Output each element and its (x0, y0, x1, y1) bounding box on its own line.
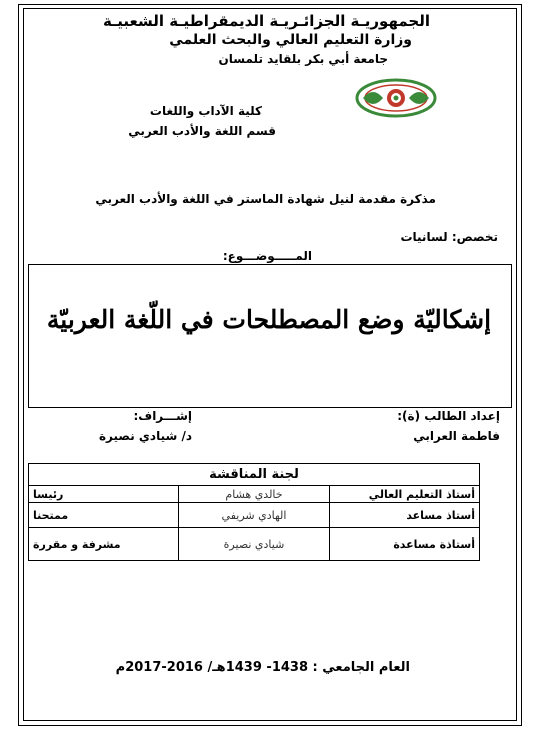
committee-role: رئيسا (29, 486, 179, 503)
specialty-line: تخصص: لسانيات (400, 230, 498, 244)
ministry-line: وزارة التعليم العالي والبحث العلمي (169, 32, 412, 48)
title-box (28, 264, 512, 408)
university-emblem-icon (355, 78, 437, 118)
committee-table (28, 463, 480, 561)
thesis-title: إشكاليّة وضع المصطلحات في اللّغة العربيّة (46, 305, 492, 334)
academic-year: العام الجامعي : 1438- 1439هـ/ 2016-2017م (115, 660, 410, 675)
committee-name: الهادي شريفي (179, 503, 329, 528)
student-name: فاطمة العرابي (413, 429, 500, 443)
committee-role: ممتحنا (29, 503, 179, 528)
republic-line: الجمهوريـة الجزائـريـة الديمقراطيـة الشعبيـة (103, 12, 430, 30)
committee-rank: أستاذ التعليم العالي (329, 486, 479, 503)
committee-rank: أستاذة مساعدة (329, 528, 479, 561)
committee-name: شيادي نصيرة (179, 528, 329, 561)
memo-line: مذكرة مقدمة لنيل شهادة الماستر في اللغة والأدب العربي (95, 192, 436, 206)
faculty-line: كلية الآداب واللغات (149, 104, 262, 118)
supervision-label: إشـــراف: (133, 409, 192, 423)
supervisor-name: د/ شيادي نصيرة (98, 429, 192, 443)
department-line: قسم اللغة والأدب العربي (128, 124, 276, 138)
table-row (29, 528, 480, 561)
university-line: جامعة أبي بكر بلقايد تلمسان (218, 52, 388, 66)
committee-name: خالدي هشام (179, 486, 329, 503)
committee-rank: أستاذ مساعد (329, 503, 479, 528)
table-row (29, 503, 480, 528)
committee-role: مشرفة و مقررة (29, 528, 179, 561)
committee-title: لجنة المناقشة (29, 464, 480, 486)
table-row (29, 486, 480, 503)
student-label: إعداد الطالب (ة): (397, 409, 500, 423)
subject-label: المـــــوضـــوع: (222, 249, 312, 263)
